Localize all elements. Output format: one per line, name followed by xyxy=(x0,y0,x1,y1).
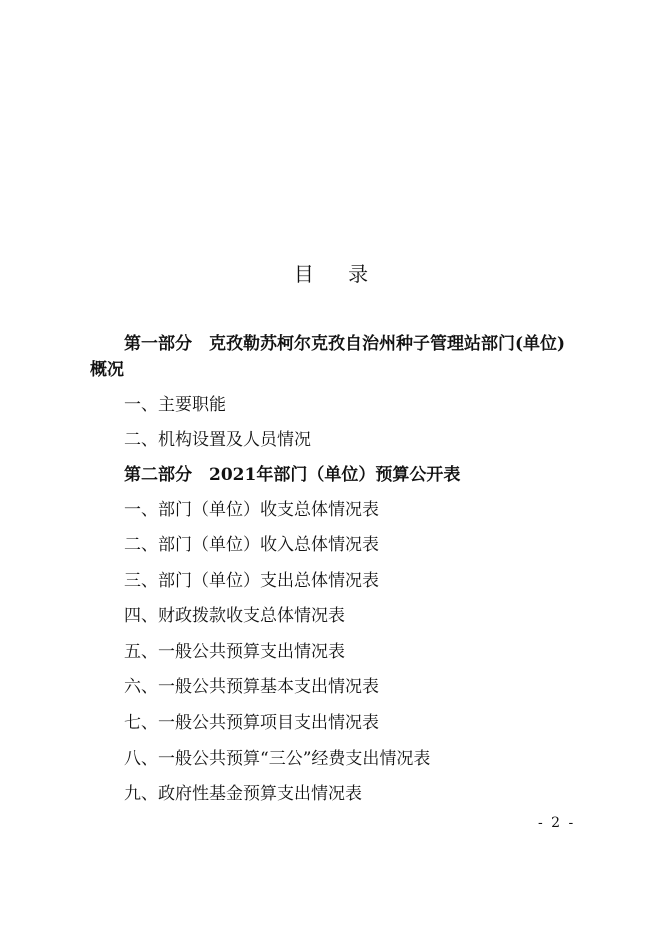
toc-item: 四、财政拨款收支总体情况表 xyxy=(124,606,345,626)
part2-heading: 第二部分 2021年部门（单位）预算公开表 xyxy=(124,465,461,485)
toc-item: 三、部门（单位）支出总体情况表 xyxy=(124,571,379,591)
toc-item: 七、一般公共预算项目支出情况表 xyxy=(124,713,379,733)
toc-item: 二、机构设置及人员情况 xyxy=(124,430,311,450)
page-number: - 2 - xyxy=(538,815,576,831)
toc-item: 九、政府性基金预算支出情况表 xyxy=(124,784,362,804)
toc-item: 一、部门（单位）收支总体情况表 xyxy=(124,500,379,520)
toc-item: 二、部门（单位）收入总体情况表 xyxy=(124,535,379,555)
toc-item: 五、一般公共预算支出情况表 xyxy=(124,642,345,662)
part1-heading-continuation: 概况 xyxy=(90,360,124,380)
toc-item: 八、一般公共预算“三公”经费支出情况表 xyxy=(124,749,431,769)
part1-heading: 第一部分 克孜勒苏柯尔克孜自治州种子管理站部门(单位) xyxy=(124,334,566,354)
toc-title: 目 录 xyxy=(293,262,383,286)
toc-item: 六、一般公共预算基本支出情况表 xyxy=(124,677,379,697)
toc-item: 一、主要职能 xyxy=(124,395,226,415)
